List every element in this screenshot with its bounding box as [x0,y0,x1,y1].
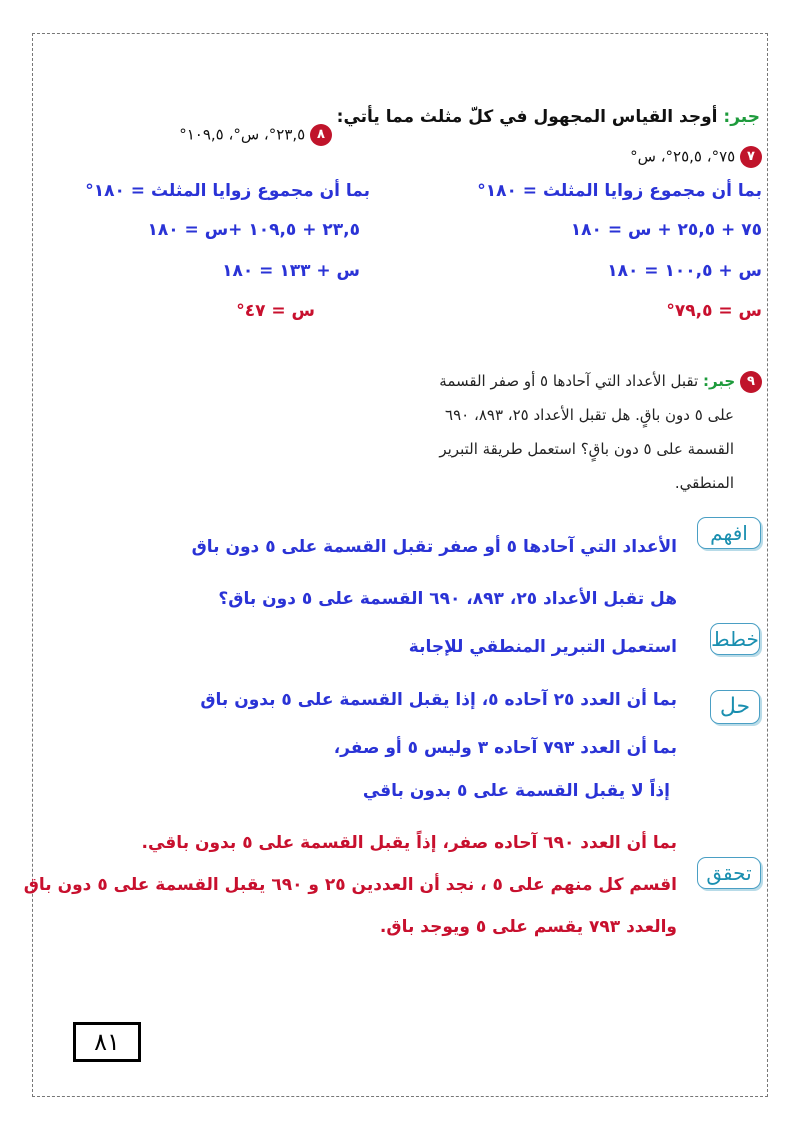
q7-line1: بما أن مجموع زوايا المثلث = ١٨٠° [477,181,762,201]
check-line1: اقسم كل منهم على ٥ ، نجد أن العددين ٢٥ و ٦٩٠ يقبل القسمة على ٥ دون باق [23,875,677,895]
q9-algebra-label: جبر: [702,372,736,390]
q8-given-angles: ٢٣,٥°، س°، ١٠٩,٥° [179,125,306,144]
q9-text4: المنطقي. [674,474,734,492]
q7-given [630,146,762,168]
check-tag: تحقق [697,857,761,889]
q8-line3: س + ١٣٣ = ١٨٠ [222,261,360,281]
solve-line1: بما أن العدد ٢٥ آحاده ٥، إذا يقبل القسمة على ٥ بدون باق [200,690,677,710]
q8-number-badge: ٨ [310,124,332,146]
q9-problem [362,364,762,500]
solve-line3: إذاً لا يقبل القسمة على ٥ بدون باقي [362,781,670,801]
solve-line4: بما أن العدد ٦٩٠ آحاده صفر، إذاً يقبل القسمة على ٥ بدون باقي. [141,833,677,853]
solve-tag: حل [710,690,760,724]
q9-text3: القسمة على ٥ دون باقٍ؟ استعمل طريقة التبرير [439,440,734,458]
exercise-header [337,107,760,127]
understand-tag: افهم [697,517,761,549]
q7-number-badge: ٧ [740,146,762,168]
q9-text-line1 [362,364,762,398]
q7-answer: س = ٧٩,٥° [666,301,762,321]
algebra-label: جبر: [723,107,760,127]
check-line2: والعدد ٧٩٣ يقسم على ٥ ويوجد باق. [379,917,677,937]
q8-answer: س = ٤٧° [236,301,315,321]
page-number: ٨١ [73,1022,141,1062]
q7-given-angles: ٧٥°، ٢٥,٥°، س° [630,147,736,166]
solve-line2: بما أن العدد ٧٩٣ آحاده ٣ وليس ٥ أو صفر، [333,738,677,758]
plan-tag: خطط [710,623,760,655]
plan-line1: استعمل التبرير المنطقي للإجابة [408,637,677,657]
understand-line1: الأعداد التي آحادها ٥ أو صفر تقبل القسمة على ٥ دون باق [191,537,677,557]
q8-given [179,124,332,146]
q8-line2: ٢٣,٥ + ١٠٩,٥ +س = ١٨٠ [147,220,360,240]
instruction-text: أوجد القياس المجهول في كلّ مثلث مما يأتي: [336,107,718,127]
q9-text2: على ٥ دون باقٍ. هل تقبل الأعداد ٢٥، ٨٩٣، ٦٩٠ [445,406,734,424]
q9-text1: تقبل الأعداد التي آحادها ٥ أو صفر القسمة [439,372,699,390]
q7-line2: ٧٥ + ٢٥,٥ + س = ١٨٠ [570,220,762,240]
q7-line3: س + ١٠٠,٥ = ١٨٠ [607,261,762,281]
understand-line2: هل تقبل الأعداد ٢٥، ٨٩٣، ٦٩٠ القسمة على ٥ دون باق؟ [218,589,677,609]
q9-number-badge: ٩ [740,371,762,393]
q8-line1: بما أن مجموع زوايا المثلث = ١٨٠° [85,181,370,201]
